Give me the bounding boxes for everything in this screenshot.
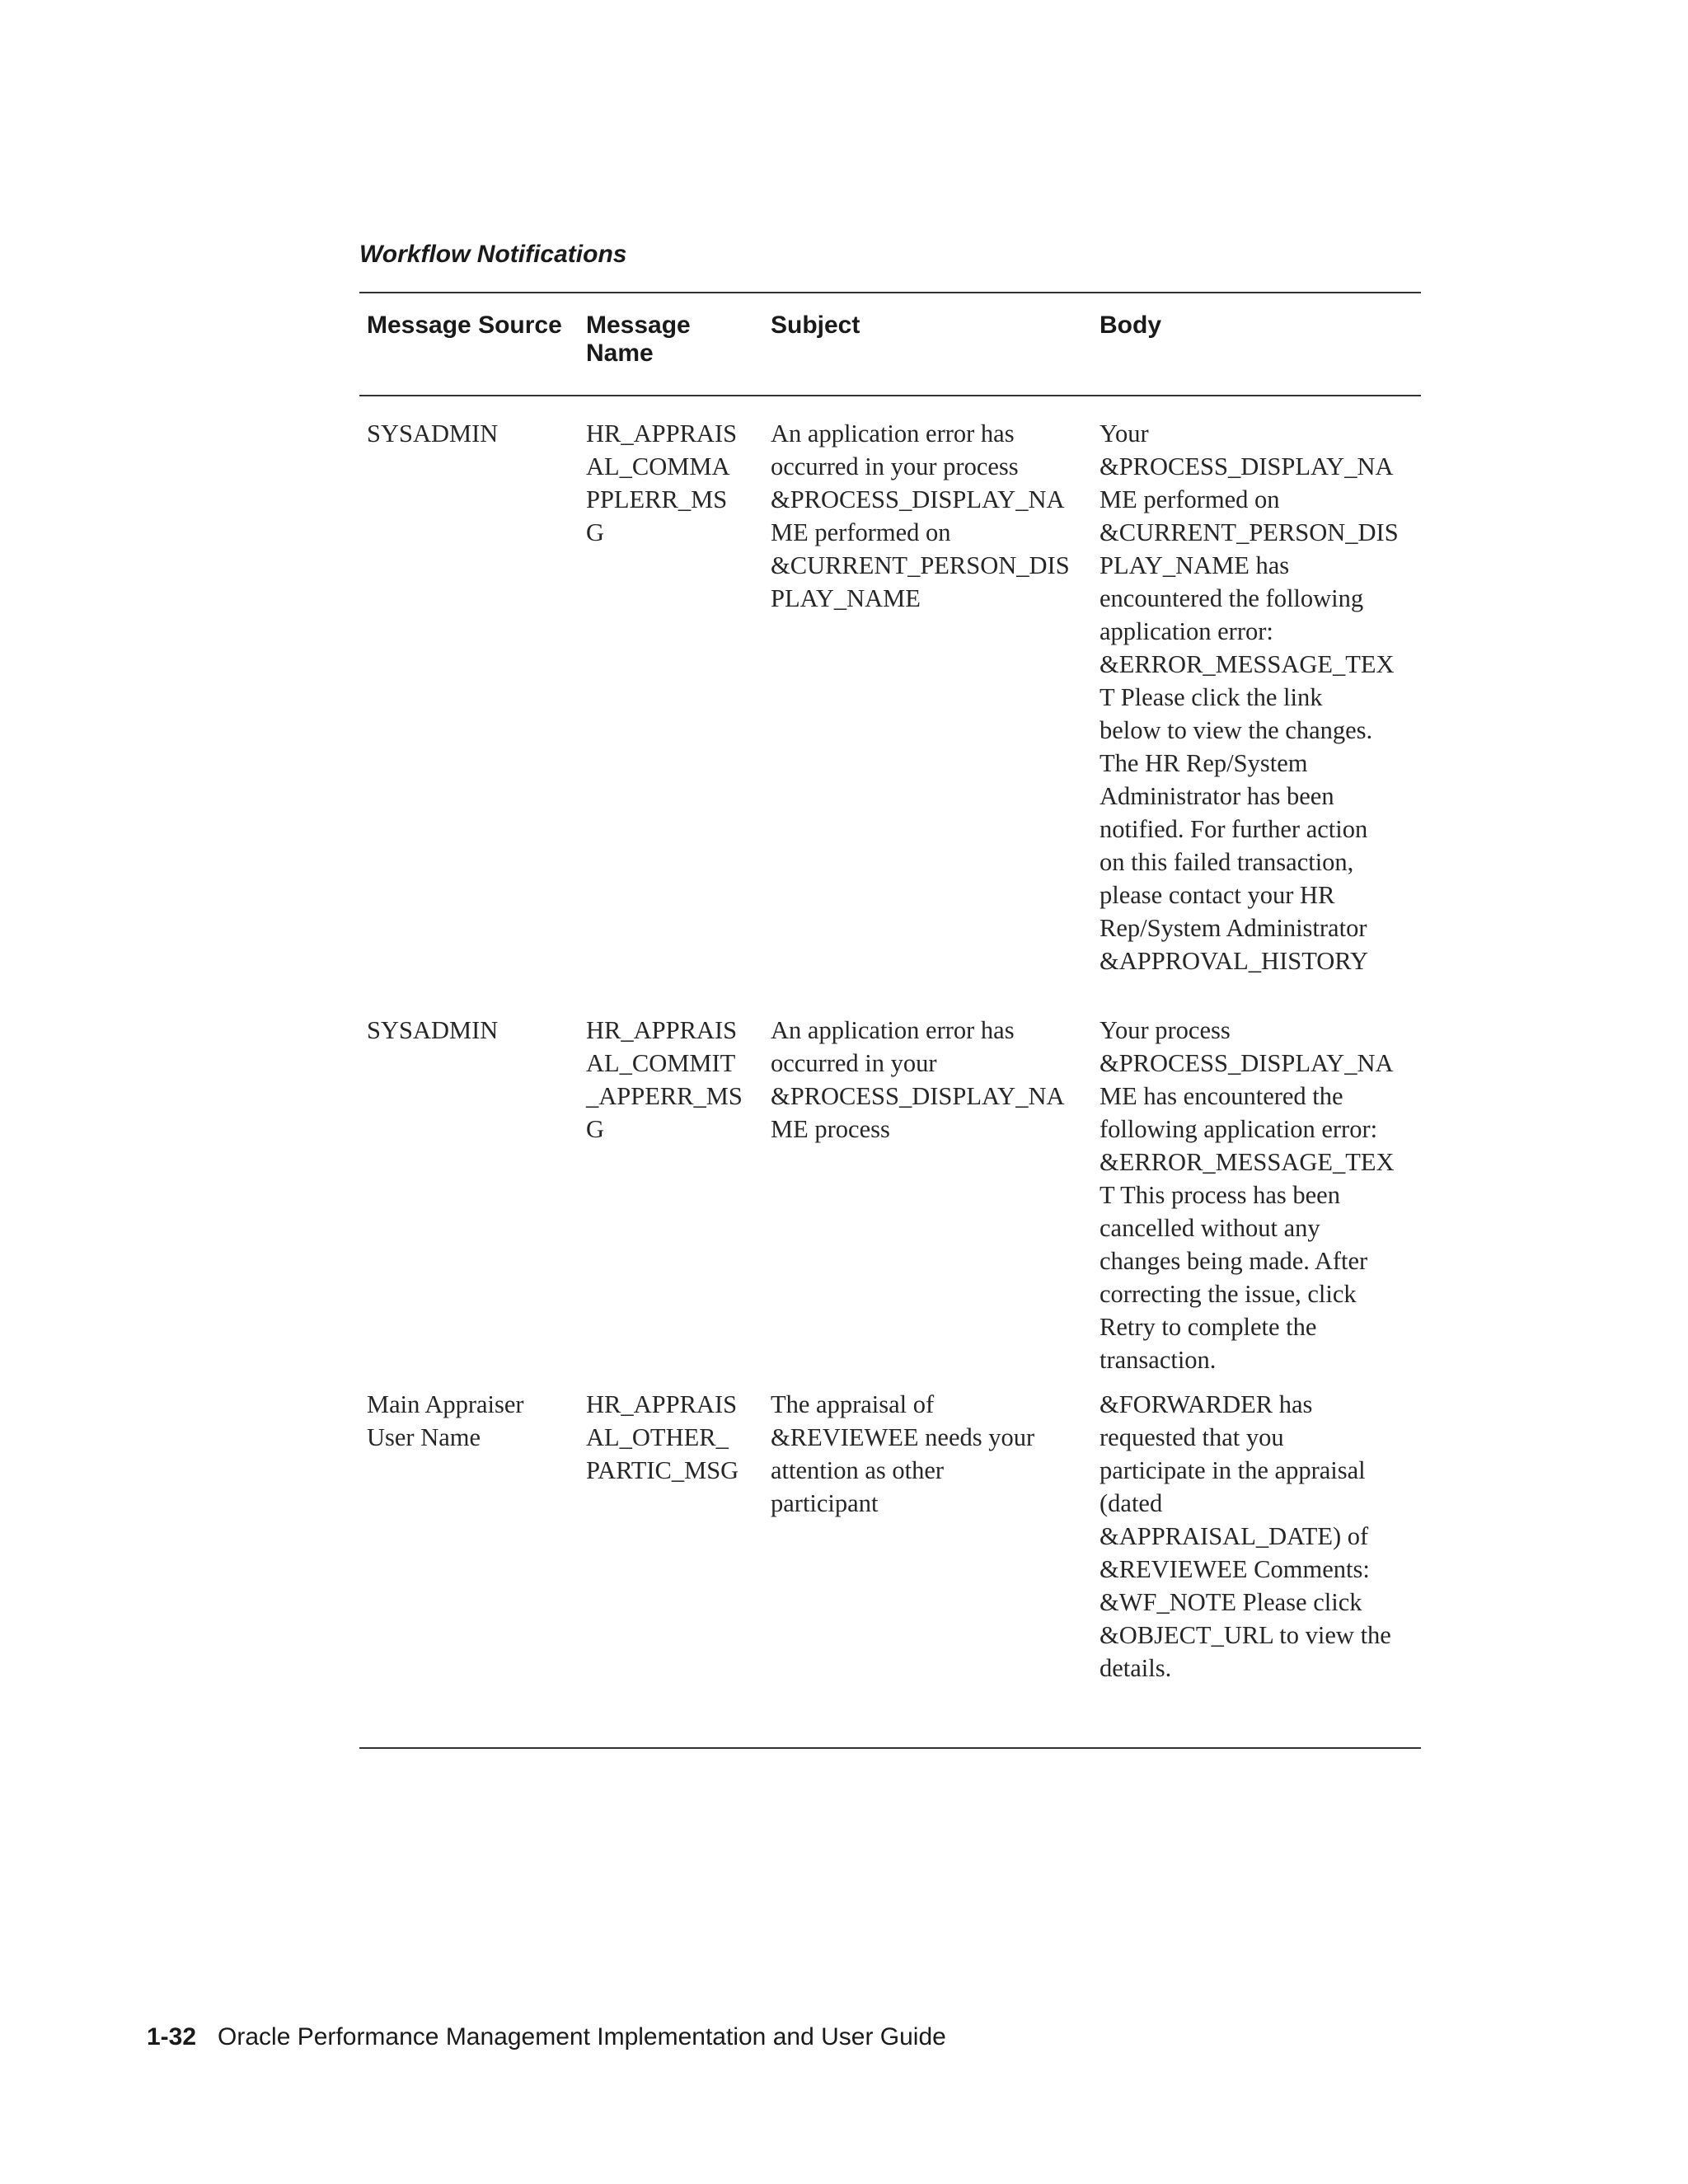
table-header-rule [359, 395, 1421, 396]
page-number: 1-32 [147, 2023, 197, 2050]
cell-message-source: SYSADMIN [367, 1016, 499, 1044]
cell-subject: The appraisal of &REVIEWEE needs your attention as other participant [771, 1390, 1035, 1517]
cell-message-name: HR_APPRAIS AL_OTHER_ PARTIC_MSG [586, 1390, 739, 1484]
cell-message-name: HR_APPRAIS AL_COMMA PPLERR_MS G [586, 419, 738, 546]
cell-body: Your &PROCESS_DISPLAY_NA ME performed on &CURRENT_PERSON_DIS PLAY_NAME has encountered the following application error: &ERROR_MESSAGE_TEX T Please click the link below to view the changes. The HR Rep/System Administrator has been notified. For further action on this failed transaction, please contact your HR Rep/System Administrator &APPROVAL_HISTORY [1100, 419, 1399, 975]
cell-subject: An application error has occurred in your &PROCESS_DISPLAY_NA ME process [771, 1016, 1065, 1143]
book-title: Oracle Performance Management Implementation and User Guide [218, 2023, 946, 2050]
cell-subject: An application error has occurred in your process &PROCESS_DISPLAY_NA ME performed on &CURRENT_PERSON_DIS PLAY_NAME [771, 419, 1070, 612]
cell-body: &FORWARDER has requested that you participate in the appraisal (dated &APPRAISAL_DATE) of &REVIEWEE Comments: &WF_NOTE Please click &OBJECT_URL to view the details. [1100, 1390, 1391, 1682]
header-message-name: Message Name [586, 312, 691, 367]
table-top-rule [359, 292, 1421, 293]
cell-message-name: HR_APPRAIS AL_COMMIT _APPERR_MS G [586, 1016, 743, 1143]
page-footer [147, 2023, 946, 2051]
header-subject: Subject [771, 312, 860, 339]
cell-body: Your process &PROCESS_DISPLAY_NA ME has encountered the following application error: &ERROR_MESSAGE_TEX T This process has been cancelled without any changes being made. After correcting the issue, click Retry to complete the transaction. [1100, 1016, 1395, 1374]
table-bottom-rule [359, 1747, 1421, 1749]
header-message-source: Message Source [367, 312, 562, 339]
cell-message-source: SYSADMIN [367, 419, 499, 448]
header-body: Body [1100, 312, 1161, 339]
table-caption: Workflow Notifications [359, 241, 627, 268]
cell-message-source: Main Appraiser User Name [367, 1390, 524, 1451]
